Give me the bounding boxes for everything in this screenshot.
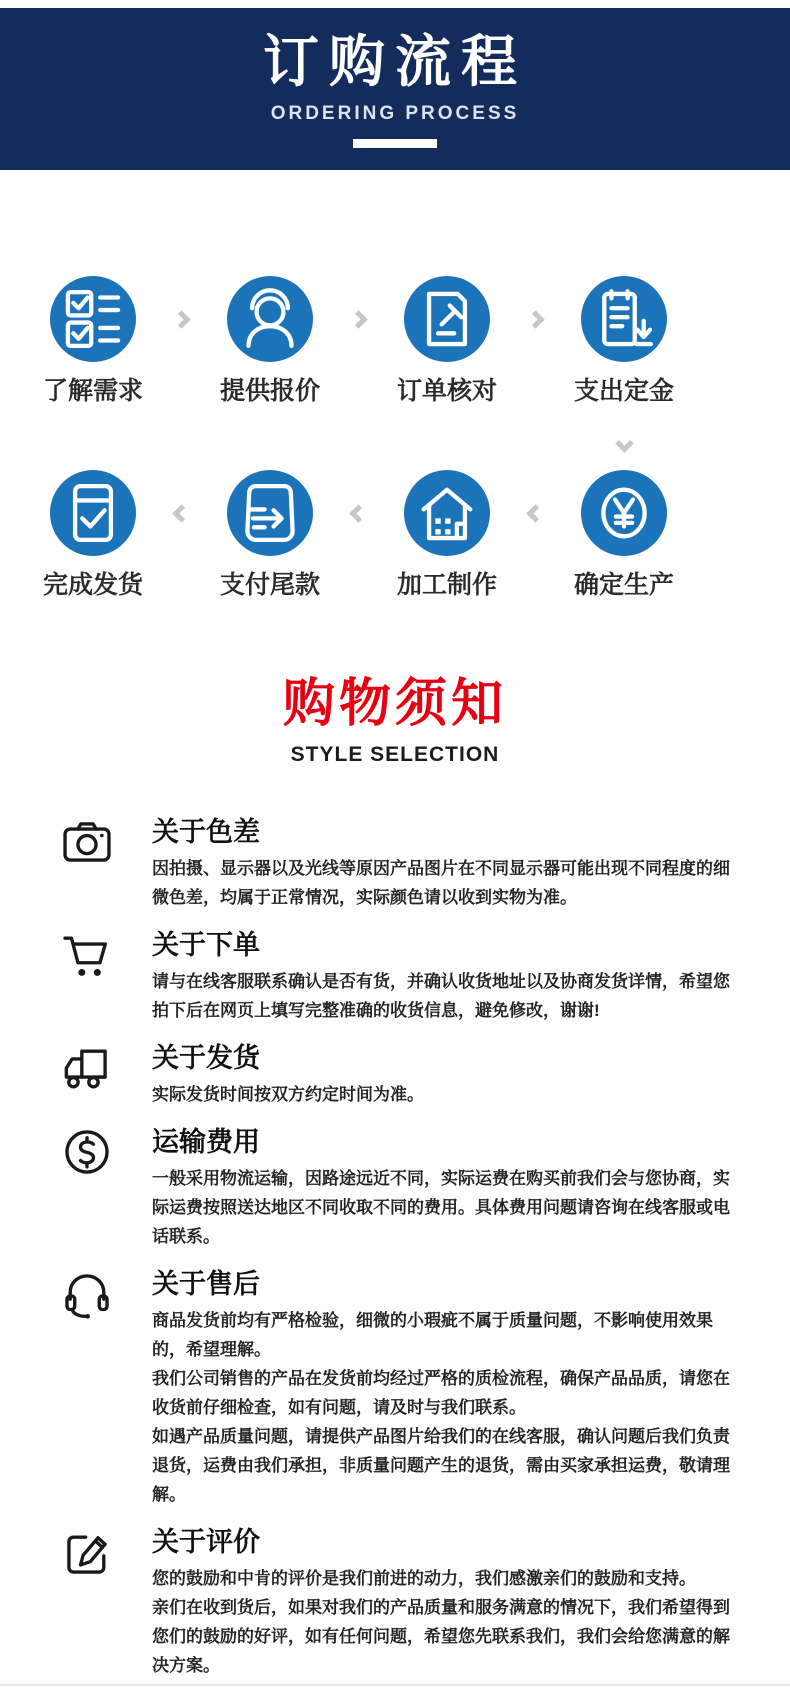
step-circle-pay-balance xyxy=(227,470,313,556)
section-ordering xyxy=(0,928,790,1025)
dollar-icon xyxy=(56,1121,118,1188)
section-title: 运输费用 xyxy=(152,1127,260,1157)
step-label: 了解需求 xyxy=(42,377,143,405)
shopping-notice-header xyxy=(0,675,790,767)
truck-icon xyxy=(56,1037,118,1104)
process-row-1-labels xyxy=(0,371,790,407)
notice-subtitle: STYLE SELECTION xyxy=(290,743,500,766)
deposit-list-icon xyxy=(581,276,667,362)
section-review xyxy=(0,1525,790,1680)
section-paragraph: 商品发货前均有严格检验，细微的小瑕疵不属于质量问题，不影响使用效果的，希望理解。 xyxy=(152,1311,713,1359)
step-circle-manufacturing xyxy=(404,470,490,556)
step-circle-provide-quote xyxy=(227,276,313,362)
section-paragraph: 一般采用物流运输，因路途远近不同，实际运费在购买前我们会与您协商，实际运费按照送达地区不同收取不同的费用。具体费用问题请咨询在线客服或电话联系。 xyxy=(152,1169,730,1246)
step-circle-understand-needs xyxy=(50,276,136,362)
process-row-1 xyxy=(0,276,790,362)
review-edit-icon xyxy=(56,1521,118,1588)
chevron-down-icon xyxy=(615,434,633,452)
banner-title: 订购流程 xyxy=(263,30,527,93)
cart-icon xyxy=(56,924,118,991)
camera-icon xyxy=(56,811,118,878)
section-title: 关于下单 xyxy=(152,930,260,960)
chevron-right-icon xyxy=(349,310,367,328)
step-label: 确定生产 xyxy=(573,571,674,599)
checklist-icon xyxy=(50,276,136,362)
section-color-difference xyxy=(0,815,790,912)
step-label: 提供报价 xyxy=(219,377,320,405)
notice-title: 购物须知 xyxy=(282,675,507,733)
step-label: 支付尾款 xyxy=(219,571,320,599)
section-title: 关于售后 xyxy=(152,1269,260,1299)
banner-subtitle: ORDERING PROCESS xyxy=(270,103,520,124)
section-paragraph: 请与在线客服联系确认是否有货，并确认收货地址以及协商发货详情，希望您拍下后在网页上填写完整准确的收货信息，避免修改，谢谢! xyxy=(152,972,730,1020)
chevron-left-icon xyxy=(349,504,367,522)
package-check-icon xyxy=(50,470,136,556)
notice-sections xyxy=(0,815,790,1680)
section-after-sales xyxy=(0,1267,790,1509)
chevron-right-icon xyxy=(172,310,190,328)
yen-coin-icon xyxy=(581,470,667,556)
section-paragraph: 因拍摄、显示器以及光线等原因产品图片在不同显示器可能出现不同程度的细微色差，均属于正常情况，实际颜色请以收到实物为准。 xyxy=(152,859,730,907)
section-paragraph: 您的鼓励和中肯的评价是我们前进的动力，我们感激亲们的鼓励和支持。 xyxy=(152,1569,696,1588)
step-label: 支出定金 xyxy=(573,377,674,405)
process-row-2 xyxy=(0,470,790,556)
process-row-2-labels xyxy=(0,565,790,601)
ordering-process-banner xyxy=(0,8,790,170)
bottom-divider xyxy=(0,1684,790,1686)
section-title: 关于色差 xyxy=(152,817,260,847)
step-label: 加工制作 xyxy=(396,571,497,599)
banner-divider xyxy=(353,139,437,148)
step-label: 订单核对 xyxy=(396,377,497,405)
section-title: 关于发货 xyxy=(152,1043,260,1073)
chevron-right-icon xyxy=(526,310,544,328)
step-circle-pay-deposit xyxy=(581,276,667,362)
step-circle-confirm-production xyxy=(581,470,667,556)
step-label: 完成发货 xyxy=(42,571,143,599)
factory-icon xyxy=(404,470,490,556)
process-turn-row xyxy=(0,437,790,450)
section-paragraph: 我们公司销售的产品在发货前均经过严格的质检流程，确保产品品质，请您在收货前仔细检查，如有问题，请及时与我们联系。 xyxy=(152,1369,730,1417)
section-title: 关于评价 xyxy=(152,1527,260,1557)
headset-icon xyxy=(56,1263,118,1330)
section-paragraph: 如遇产品质量问题，请提供产品图片给我们的在线客服，确认问题后我们负责退货，运费由我们承担，非质量问题产生的退货，需由买家承担运费，敬请理解。 xyxy=(152,1427,730,1504)
section-freight-cost xyxy=(0,1125,790,1251)
section-paragraph: 亲们在收到货后，如果对我们的产品质量和服务满意的情况下，我们希望得到您们的鼓励的好评，如有任何问题，希望您先联系我们，我们会给您满意的解决方案。 xyxy=(152,1598,730,1675)
section-shipping xyxy=(0,1041,790,1109)
chevron-left-icon xyxy=(526,504,544,522)
step-circle-shipping-complete xyxy=(50,470,136,556)
payment-send-icon xyxy=(227,470,313,556)
section-paragraph: 实际发货时间按双方约定时间为准。 xyxy=(152,1085,424,1104)
step-circle-order-check xyxy=(404,276,490,362)
chevron-left-icon xyxy=(172,504,190,522)
order-gavel-icon xyxy=(404,276,490,362)
service-agent-icon xyxy=(227,276,313,362)
